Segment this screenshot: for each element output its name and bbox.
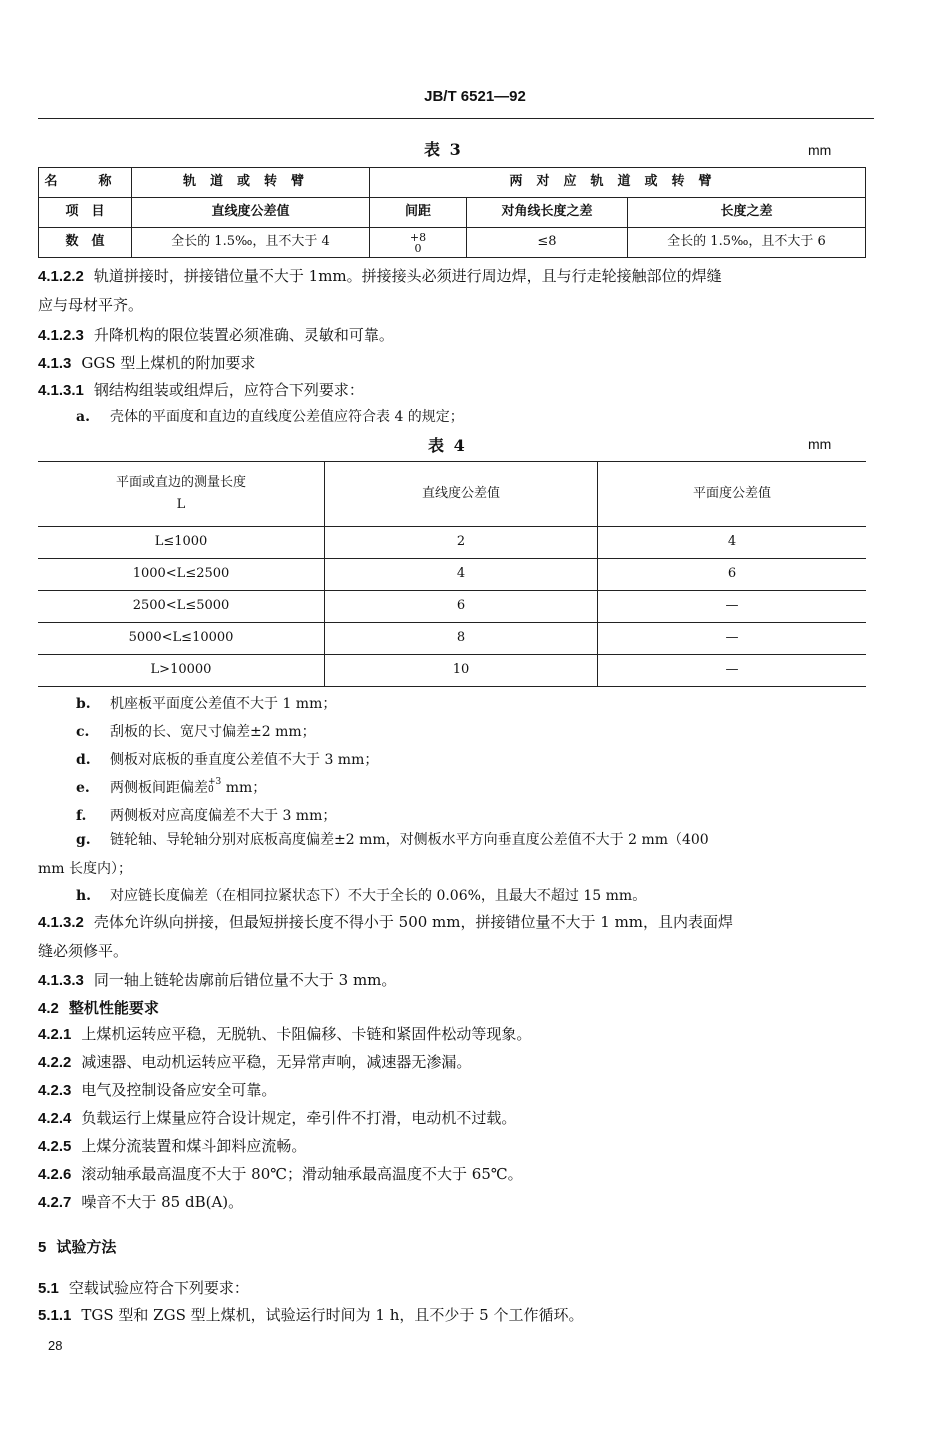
page-number: 28 xyxy=(48,1338,63,1353)
clause-number: 4.2.6 xyxy=(38,1166,72,1183)
item-text: 两侧板对应高度偏差不大于 3 mm； xyxy=(110,808,337,824)
tolerance-lower: 0 xyxy=(414,241,422,255)
table-cell: 直线度公差值 xyxy=(132,198,370,228)
paragraph-text: 上煤分流装置和煤斗卸料应流畅。 xyxy=(81,1137,307,1155)
table-row xyxy=(39,168,866,198)
paragraph-continuation: 应与母材平齐。 xyxy=(38,296,144,314)
table-cell: 全长的 1.5‰，且不大于 4 xyxy=(132,228,370,258)
item-text: 链轮轴、导轮轴分别对底板高度偏差±2 mm，对侧板水平方向垂直度公差值不大于 2 mm（400 xyxy=(110,832,709,848)
heading-text: 试验方法 xyxy=(56,1238,117,1256)
table-header-cell: 平面度公差值 xyxy=(598,462,867,527)
item-text: 刮板的长、宽尺寸偏差±2 mm； xyxy=(110,724,316,740)
table-4 xyxy=(38,461,866,687)
header-length-symbol: L xyxy=(176,497,186,512)
item-h xyxy=(76,886,646,906)
item-key: f. xyxy=(76,808,87,824)
table-cell: 10 xyxy=(325,655,598,687)
item-key: h. xyxy=(76,888,92,904)
paragraph-4-2-5 xyxy=(38,1136,306,1157)
item-key: g. xyxy=(76,832,91,848)
paragraph-text: 噪音不大于 85 dB(A)。 xyxy=(81,1193,244,1211)
clause-number: 5.1.1 xyxy=(38,1307,72,1324)
table-row xyxy=(38,655,866,687)
table-cell: 项 目 xyxy=(39,198,132,228)
paragraph-continuation: 缝必须修平。 xyxy=(38,942,129,960)
item-text: 侧板对底板的垂直度公差值不大于 3 mm； xyxy=(110,752,379,768)
item-key: a. xyxy=(76,409,90,425)
clause-number: 4.1.2.3 xyxy=(38,327,84,344)
table-row xyxy=(38,559,866,591)
table-cell: 5000<L≤10000 xyxy=(38,623,325,655)
table-cell: 4 xyxy=(598,527,867,559)
table-cell: 对角线长度之差 xyxy=(467,198,628,228)
table-cell: — xyxy=(598,591,867,623)
clause-number: 4.2.1 xyxy=(38,1026,72,1043)
clause-number: 4.2.3 xyxy=(38,1082,72,1099)
heading-text: 整机性能要求 xyxy=(68,999,159,1017)
clause-number: 4.2 xyxy=(38,1000,59,1017)
clause-number: 4.1.3.3 xyxy=(38,972,84,989)
table-cell: 2 xyxy=(325,527,598,559)
heading-5 xyxy=(38,1237,116,1258)
item-text: 对应链长度偏差（在相同拉紧状态下）不大于全长的 0.06%，且最大不超过 15 mm。 xyxy=(110,888,647,904)
table-cell: L≤1000 xyxy=(38,527,325,559)
paragraph-4-1-2-2 xyxy=(38,266,722,287)
tolerance-superscript xyxy=(208,778,221,794)
paragraph-5-1 xyxy=(38,1278,249,1299)
table-cell: 间距 xyxy=(370,198,467,228)
table3-unit: mm xyxy=(808,142,832,158)
paragraph-text: 空载试验应符合下列要求： xyxy=(68,1279,249,1297)
item-g-continuation: mm 长度内）； xyxy=(38,861,133,877)
table-cell: ≤8 xyxy=(467,228,628,258)
item-text: 两侧板间距偏差 xyxy=(110,780,208,796)
tolerance-upper: +8 xyxy=(409,230,427,244)
clause-number: 4.2.4 xyxy=(38,1110,72,1127)
paragraph-4-1-3-1 xyxy=(38,380,364,401)
item-c xyxy=(76,722,316,742)
clause-number: 4.1.3.2 xyxy=(38,914,84,931)
paragraph-text: 轨道拼接时，拼接错位量不大于 1mm。拼接接头必须进行周边焊，且与行走轮接触部位的焊缝 xyxy=(93,267,722,285)
header-length: 平面或直边的测量长度 xyxy=(115,474,246,490)
item-key: c. xyxy=(76,724,90,740)
paragraph-5-1-1 xyxy=(38,1305,583,1326)
table-3 xyxy=(38,167,866,258)
clause-number: 4.1.2.2 xyxy=(38,268,84,285)
heading-4-1-3 xyxy=(38,353,255,374)
table4-unit: mm xyxy=(808,436,832,452)
paragraph-text: 上煤机运转应平稳，无脱轨、卡阻偏移、卡链和紧固件松动等现象。 xyxy=(81,1025,532,1043)
item-key: d. xyxy=(76,752,91,768)
table-header-cell xyxy=(38,462,325,527)
paragraph-4-2-7 xyxy=(38,1192,243,1213)
clause-number: 5 xyxy=(38,1239,47,1256)
item-b xyxy=(76,694,336,714)
table-row xyxy=(38,591,866,623)
table-header-cell: 直线度公差值 xyxy=(325,462,598,527)
tolerance-lower: 0 xyxy=(208,785,214,795)
paragraph-text: 负载运行上煤量应符合设计规定，牵引件不打滑，电动机不过载。 xyxy=(81,1109,517,1127)
item-a xyxy=(76,407,464,427)
item-g xyxy=(76,830,709,850)
item-text: 壳体的平面度和直边的直线度公差值应符合表 4 的规定； xyxy=(110,409,464,425)
table-cell: 4 xyxy=(325,559,598,591)
table-cell: — xyxy=(598,623,867,655)
document-header: JB/T 6521—92 xyxy=(424,88,526,105)
clause-number: 4.2.7 xyxy=(38,1194,72,1211)
table-cell: 数 值 xyxy=(39,228,132,258)
paragraph-4-2-6 xyxy=(38,1164,523,1185)
paragraph-4-2-1 xyxy=(38,1024,531,1045)
paragraph-4-2-3 xyxy=(38,1080,276,1101)
clause-number: 4.1.3.1 xyxy=(38,382,84,399)
table-row xyxy=(38,462,866,527)
table-cell: 轨道或转臂 xyxy=(132,168,370,198)
paragraph-4-1-2-3 xyxy=(38,325,394,346)
item-key: b. xyxy=(76,696,91,712)
table-cell: 6 xyxy=(598,559,867,591)
paragraph-4-2-2 xyxy=(38,1052,471,1073)
table-cell: 名 称 xyxy=(39,168,132,198)
paragraph-text: TGS 型和 ZGS 型上煤机，试验运行时间为 1 h，且不少于 5 个工作循环。 xyxy=(81,1306,584,1324)
table-cell: 8 xyxy=(325,623,598,655)
paragraph-4-2-4 xyxy=(38,1108,516,1129)
table-cell-tolerance xyxy=(370,228,467,258)
paragraph-text: 减速器、电动机运转应平稳，无异常声响，减速器无渗漏。 xyxy=(81,1053,472,1071)
clause-number: 4.2.5 xyxy=(38,1138,72,1155)
heading-text: GGS 型上煤机的附加要求 xyxy=(81,354,256,372)
tolerance-upper: +3 xyxy=(208,777,222,787)
table4-caption: 表 4 xyxy=(428,436,467,455)
header-rule xyxy=(38,118,874,119)
paragraph-text: 滚动轴承最高温度不大于 80℃；滑动轴承最高温度不大于 65℃。 xyxy=(81,1165,523,1183)
table-cell: 6 xyxy=(325,591,598,623)
table-row xyxy=(39,228,866,258)
paragraph-text: 同一轴上链轮齿廓前后错位量不大于 3 mm。 xyxy=(93,971,397,989)
paragraph-text: 升降机构的限位装置必须准确、灵敏和可靠。 xyxy=(93,326,394,344)
item-d xyxy=(76,750,378,770)
table-row xyxy=(38,623,866,655)
item-text-suffix: mm； xyxy=(221,780,267,796)
item-e xyxy=(76,778,266,798)
table-cell: — xyxy=(598,655,867,687)
table-cell: 2500<L≤5000 xyxy=(38,591,325,623)
paragraph-text: 钢结构组装或组焊后，应符合下列要求： xyxy=(93,381,364,399)
item-f xyxy=(76,806,336,826)
paragraph-4-1-3-3 xyxy=(38,970,396,991)
table3-caption: 表 3 xyxy=(424,140,463,159)
heading-4-2 xyxy=(38,998,159,1019)
paragraph-text: 电气及控制设备应安全可靠。 xyxy=(81,1081,277,1099)
table-cell: 两对应轨道或转臂 xyxy=(370,168,866,198)
table-cell: 1000<L≤2500 xyxy=(38,559,325,591)
clause-number: 4.2.2 xyxy=(38,1054,72,1071)
clause-number: 5.1 xyxy=(38,1280,59,1297)
table-row xyxy=(38,527,866,559)
clause-number: 4.1.3 xyxy=(38,355,72,372)
table-cell: 全长的 1.5‰，且不大于 6 xyxy=(628,228,866,258)
item-key: e. xyxy=(76,780,90,796)
item-text: 机座板平面度公差值不大于 1 mm； xyxy=(110,696,337,712)
paragraph-4-1-3-2 xyxy=(38,912,733,933)
table-cell: 长度之差 xyxy=(628,198,866,228)
paragraph-text: 壳体允许纵向拼接，但最短拼接长度不得小于 500 mm，拼接错位量不大于 1 mm，且内表面焊 xyxy=(93,913,734,931)
table-row xyxy=(39,198,866,228)
table-cell: L>10000 xyxy=(38,655,325,687)
